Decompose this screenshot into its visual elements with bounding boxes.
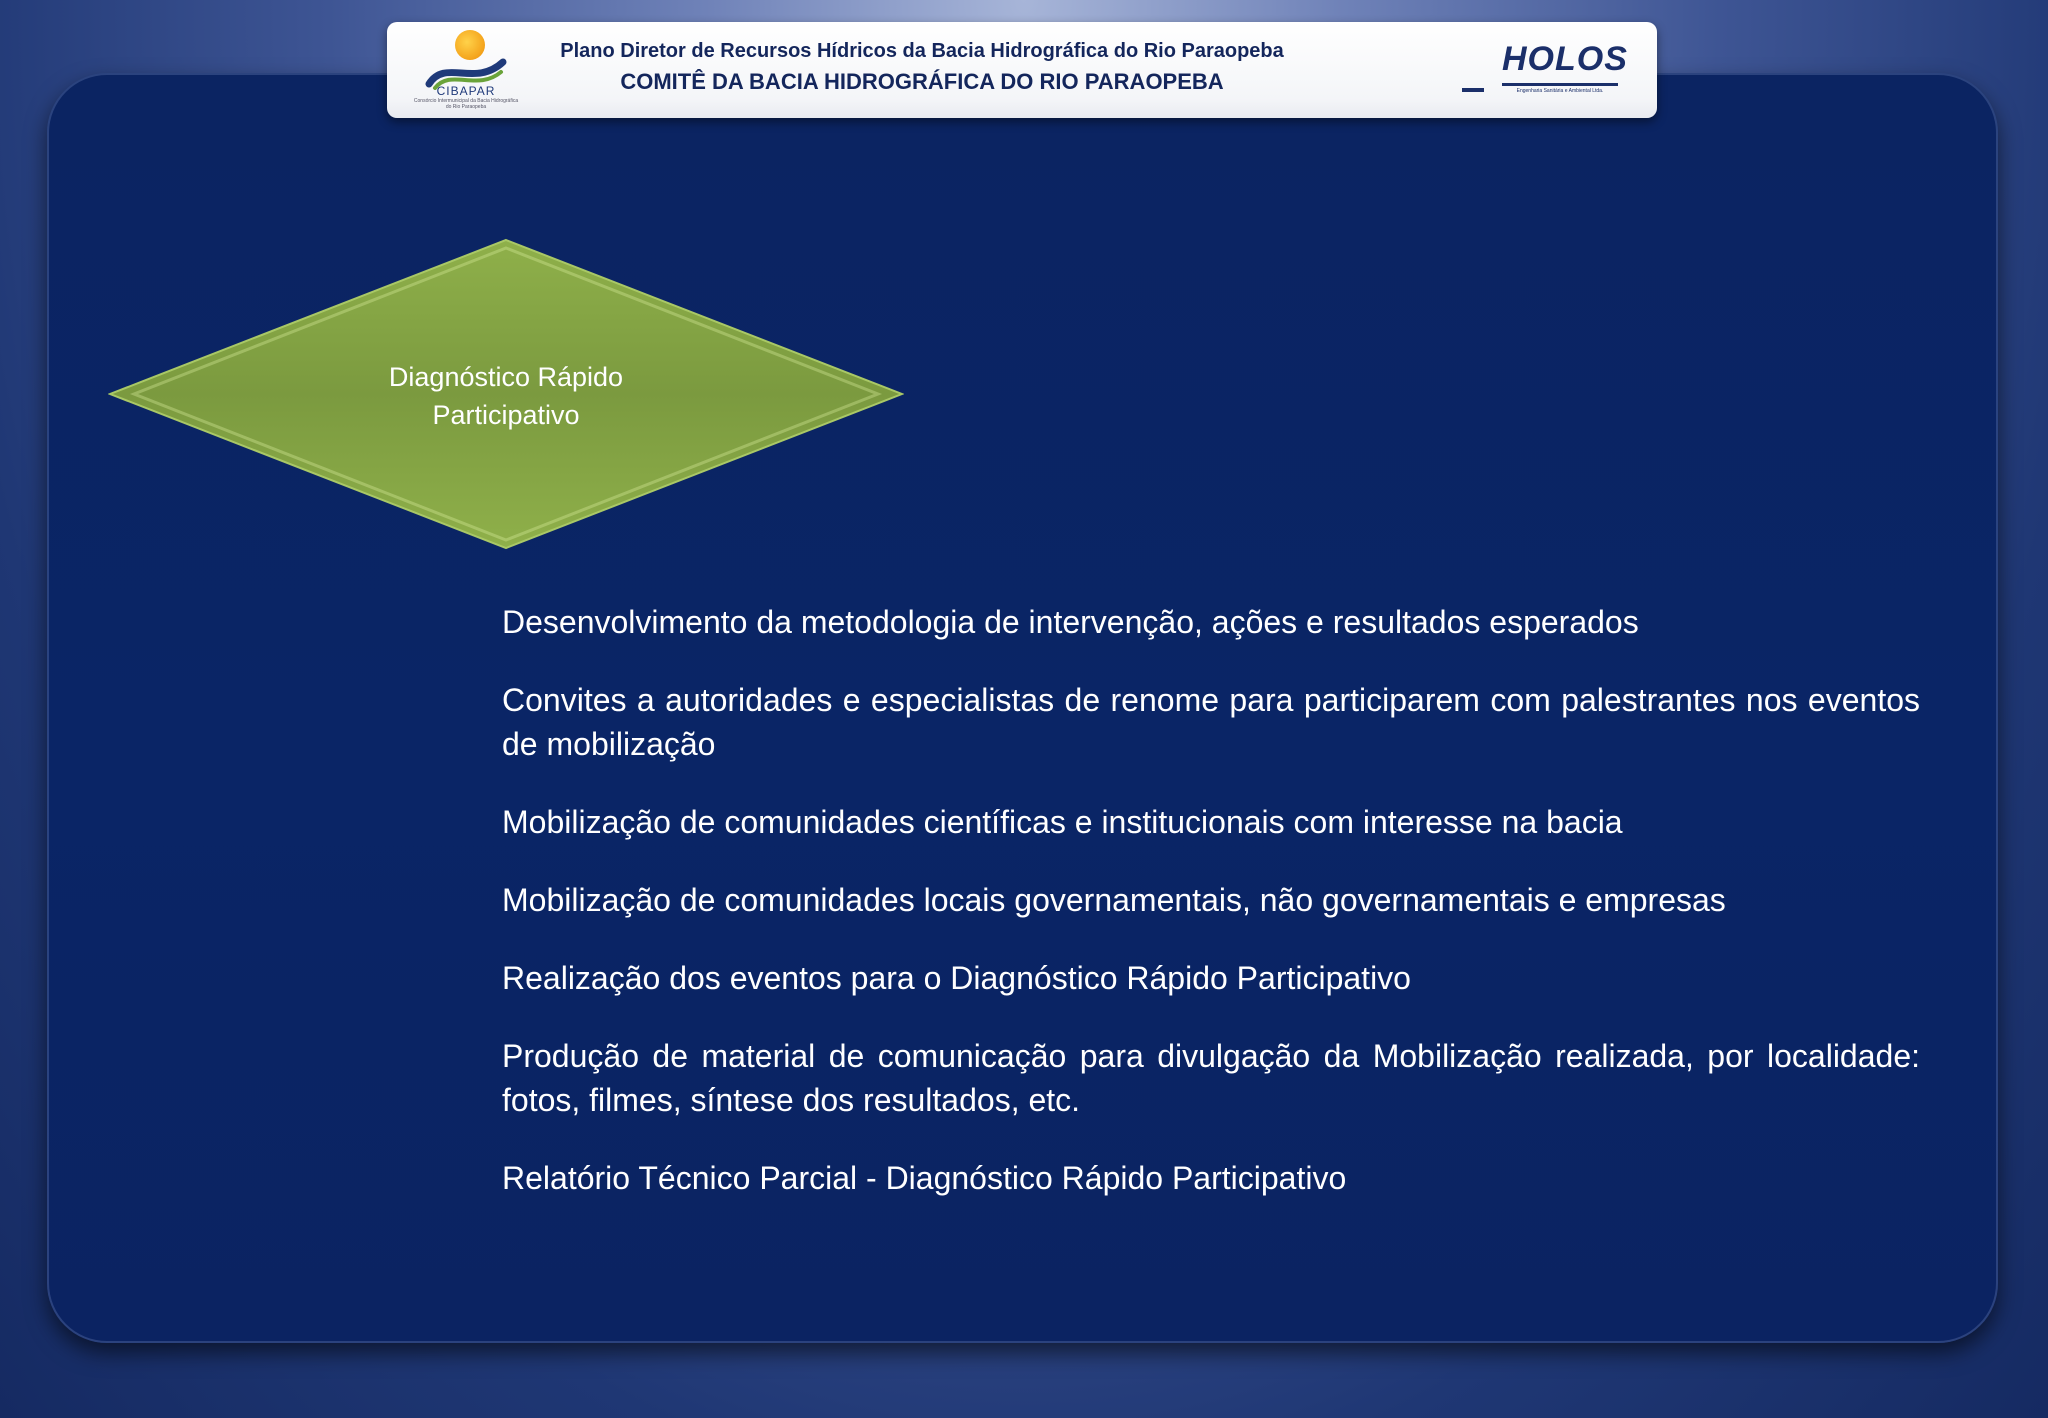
list-item: Desenvolvimento da metodologia de intervenção, ações e resultados esperados bbox=[502, 604, 1639, 640]
holos-logo-name: HOLOS bbox=[1502, 40, 1628, 78]
list-item: Mobilização de comunidades científicas e institucionais com interesse na bacia bbox=[502, 804, 1623, 840]
activity-list bbox=[502, 600, 1920, 1234]
holos-logo-tagline: Engenharia Sanitária e Ambiental Ltda. bbox=[1516, 88, 1604, 94]
cibapar-logo bbox=[411, 28, 521, 114]
cibapar-logo-name: CIBAPAR bbox=[436, 84, 496, 98]
holos-logo-underline bbox=[1502, 83, 1618, 86]
header-bar bbox=[387, 22, 1657, 118]
header-title-line2: COMITÊ DA BACIA HIDROGRÁFICA DO RIO PARAOPEBA bbox=[620, 69, 1224, 94]
holos-logo bbox=[1462, 36, 1632, 106]
list-item: Mobilização de comunidades locais governamentais, não governamentais e empresas bbox=[502, 882, 1726, 918]
cibapar-logo-subtitle: Consórcio Intermunicipal da Bacia Hidrográfica do Rio Paraopeba bbox=[413, 98, 519, 110]
list-item: Convites a autoridades e especialistas de renome para participarem com palestrantes nos eventos de mobilização bbox=[502, 682, 1920, 762]
list-item: Realização dos eventos para o Diagnóstico Rápido Participativo bbox=[502, 960, 1411, 996]
header-title-line1: Plano Diretor de Recursos Hídricos da Bacia Hidrográfica do Rio Paraopeba bbox=[560, 40, 1284, 62]
list-item: Relatório Técnico Parcial - Diagnóstico Rápido Participativo bbox=[502, 1160, 1347, 1196]
list-item: Produção de material de comunicação para divulgação da Mobilização realizada, por localidade: fotos, filmes, síntese dos resultados, etc. bbox=[502, 1038, 1920, 1118]
diamond-label: Diagnóstico Rápido Participativo bbox=[388, 362, 624, 430]
holos-logo-dash bbox=[1462, 88, 1484, 92]
